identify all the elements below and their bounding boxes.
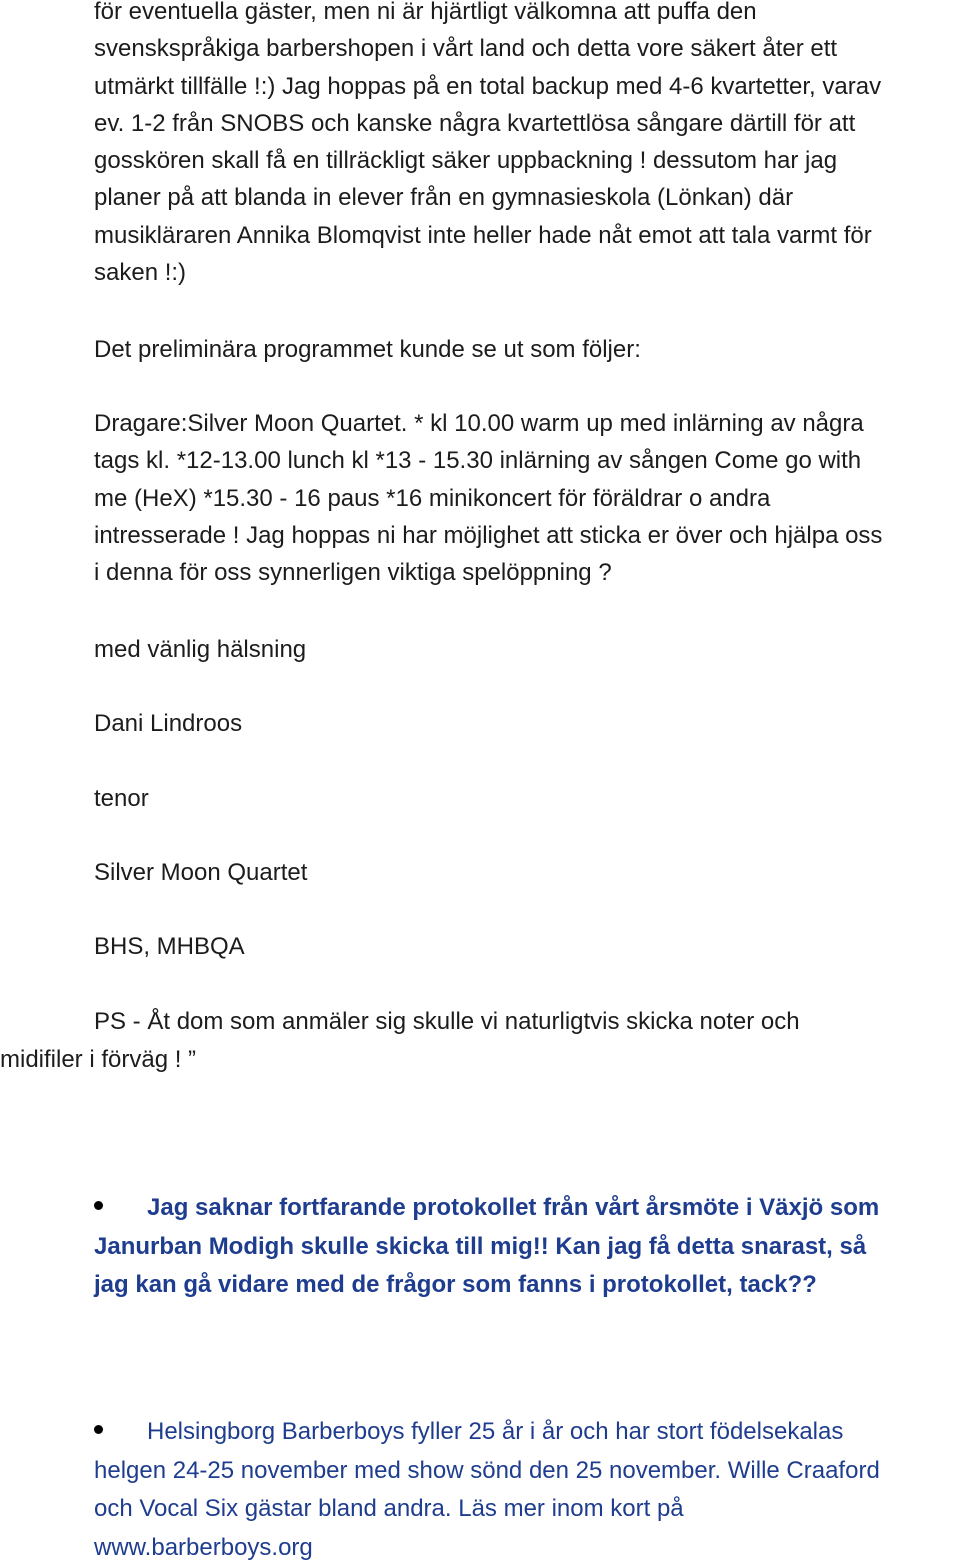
signature-org: BHS, MHBQA — [94, 933, 245, 960]
bullet-item-barberboys — [94, 1413, 960, 1567]
greeting: med vänlig hälsning — [94, 636, 307, 663]
program-line: intresserade ! Jag hoppas ni har möjlighet att sticka er över och hjälpa oss — [94, 521, 883, 549]
intro-line: ev. 1-2 från SNOBS och kanske några kvartettlösa sångare därtill för att — [94, 109, 856, 137]
ps-line: PS - Åt dom som anmäler sig skulle vi naturligtvis skicka noter och — [94, 1008, 800, 1035]
bullet-text: jag kan gå vidare med de frågor som fanns i protokollet, tack?? — [94, 1271, 817, 1298]
intro-line: musikläraren Annika Blomqvist inte heller hade nåt emot att tala varmt för — [94, 221, 872, 249]
intro-line: saken !:) — [94, 259, 187, 287]
bullet-first-line — [94, 1189, 960, 1228]
program-line: me (HeX) *15.30 - 16 paus *16 minikoncert för föräldrar o andra — [94, 484, 771, 512]
bullet-icon — [94, 1425, 103, 1434]
intro-line: gosskören skall få en tillräckligt säker uppbackning ! dessutom har jag — [94, 147, 838, 175]
ps-line: midifiler i förväg ! ” — [0, 1046, 197, 1073]
program-line: tags kl. *12-13.00 lunch kl *13 - 15.30 inlärning av sången Come go with — [94, 447, 862, 475]
program-paragraph — [94, 405, 960, 591]
program-line: Dragare:Silver Moon Quartet. * kl 10.00 warm up med inlärning av några — [94, 410, 864, 437]
signature-name: Dani Lindroos — [94, 710, 243, 737]
bullet-text: och Vocal Six gästar bland andra. Läs mer inom kort på — [94, 1495, 684, 1522]
signature-role: tenor — [94, 785, 149, 812]
intro-line: planer på att blanda in elever från en gymnasieskola (Lönkan) där — [94, 184, 794, 212]
barberboys-link[interactable]: www.barberboys.org — [94, 1533, 313, 1561]
bullet-first-line — [94, 1413, 960, 1452]
intro-line: svenskspråkiga barbershopen i vårt land och detta vore säkert åter ett — [94, 35, 838, 63]
letter-intro-paragraph — [94, 0, 960, 291]
bullet-item-protocol — [94, 1189, 960, 1305]
bullet-text: Janurban Modigh skulle skicka till mig!! Kan jag få detta snarast, så — [94, 1232, 867, 1260]
intro-line: för eventuella gäster, men ni är hjärtligt välkomna att puffa den — [94, 0, 757, 25]
signature-group: Silver Moon Quartet — [94, 859, 308, 886]
program-intro: Det preliminära programmet kunde se ut som följer: — [94, 336, 641, 363]
intro-line: utmärkt tillfälle !:) Jag hoppas på en total backup med 4-6 kvartetter, varav — [94, 72, 882, 100]
bullet-icon — [94, 1201, 103, 1210]
bullet-text: Jag saknar fortfarande protokollet från vårt årsmöte i Växjö som — [147, 1194, 880, 1221]
bullet-text: Helsingborg Barberboys fyller 25 år i år och har stort födelsekalas — [147, 1418, 844, 1445]
program-line: i denna för oss synnerligen viktiga spelöppning ? — [94, 559, 612, 587]
bullet-text: helgen 24-25 november med show sönd den 25 november. Wille Craaford — [94, 1456, 880, 1484]
postscript — [0, 1003, 960, 1079]
